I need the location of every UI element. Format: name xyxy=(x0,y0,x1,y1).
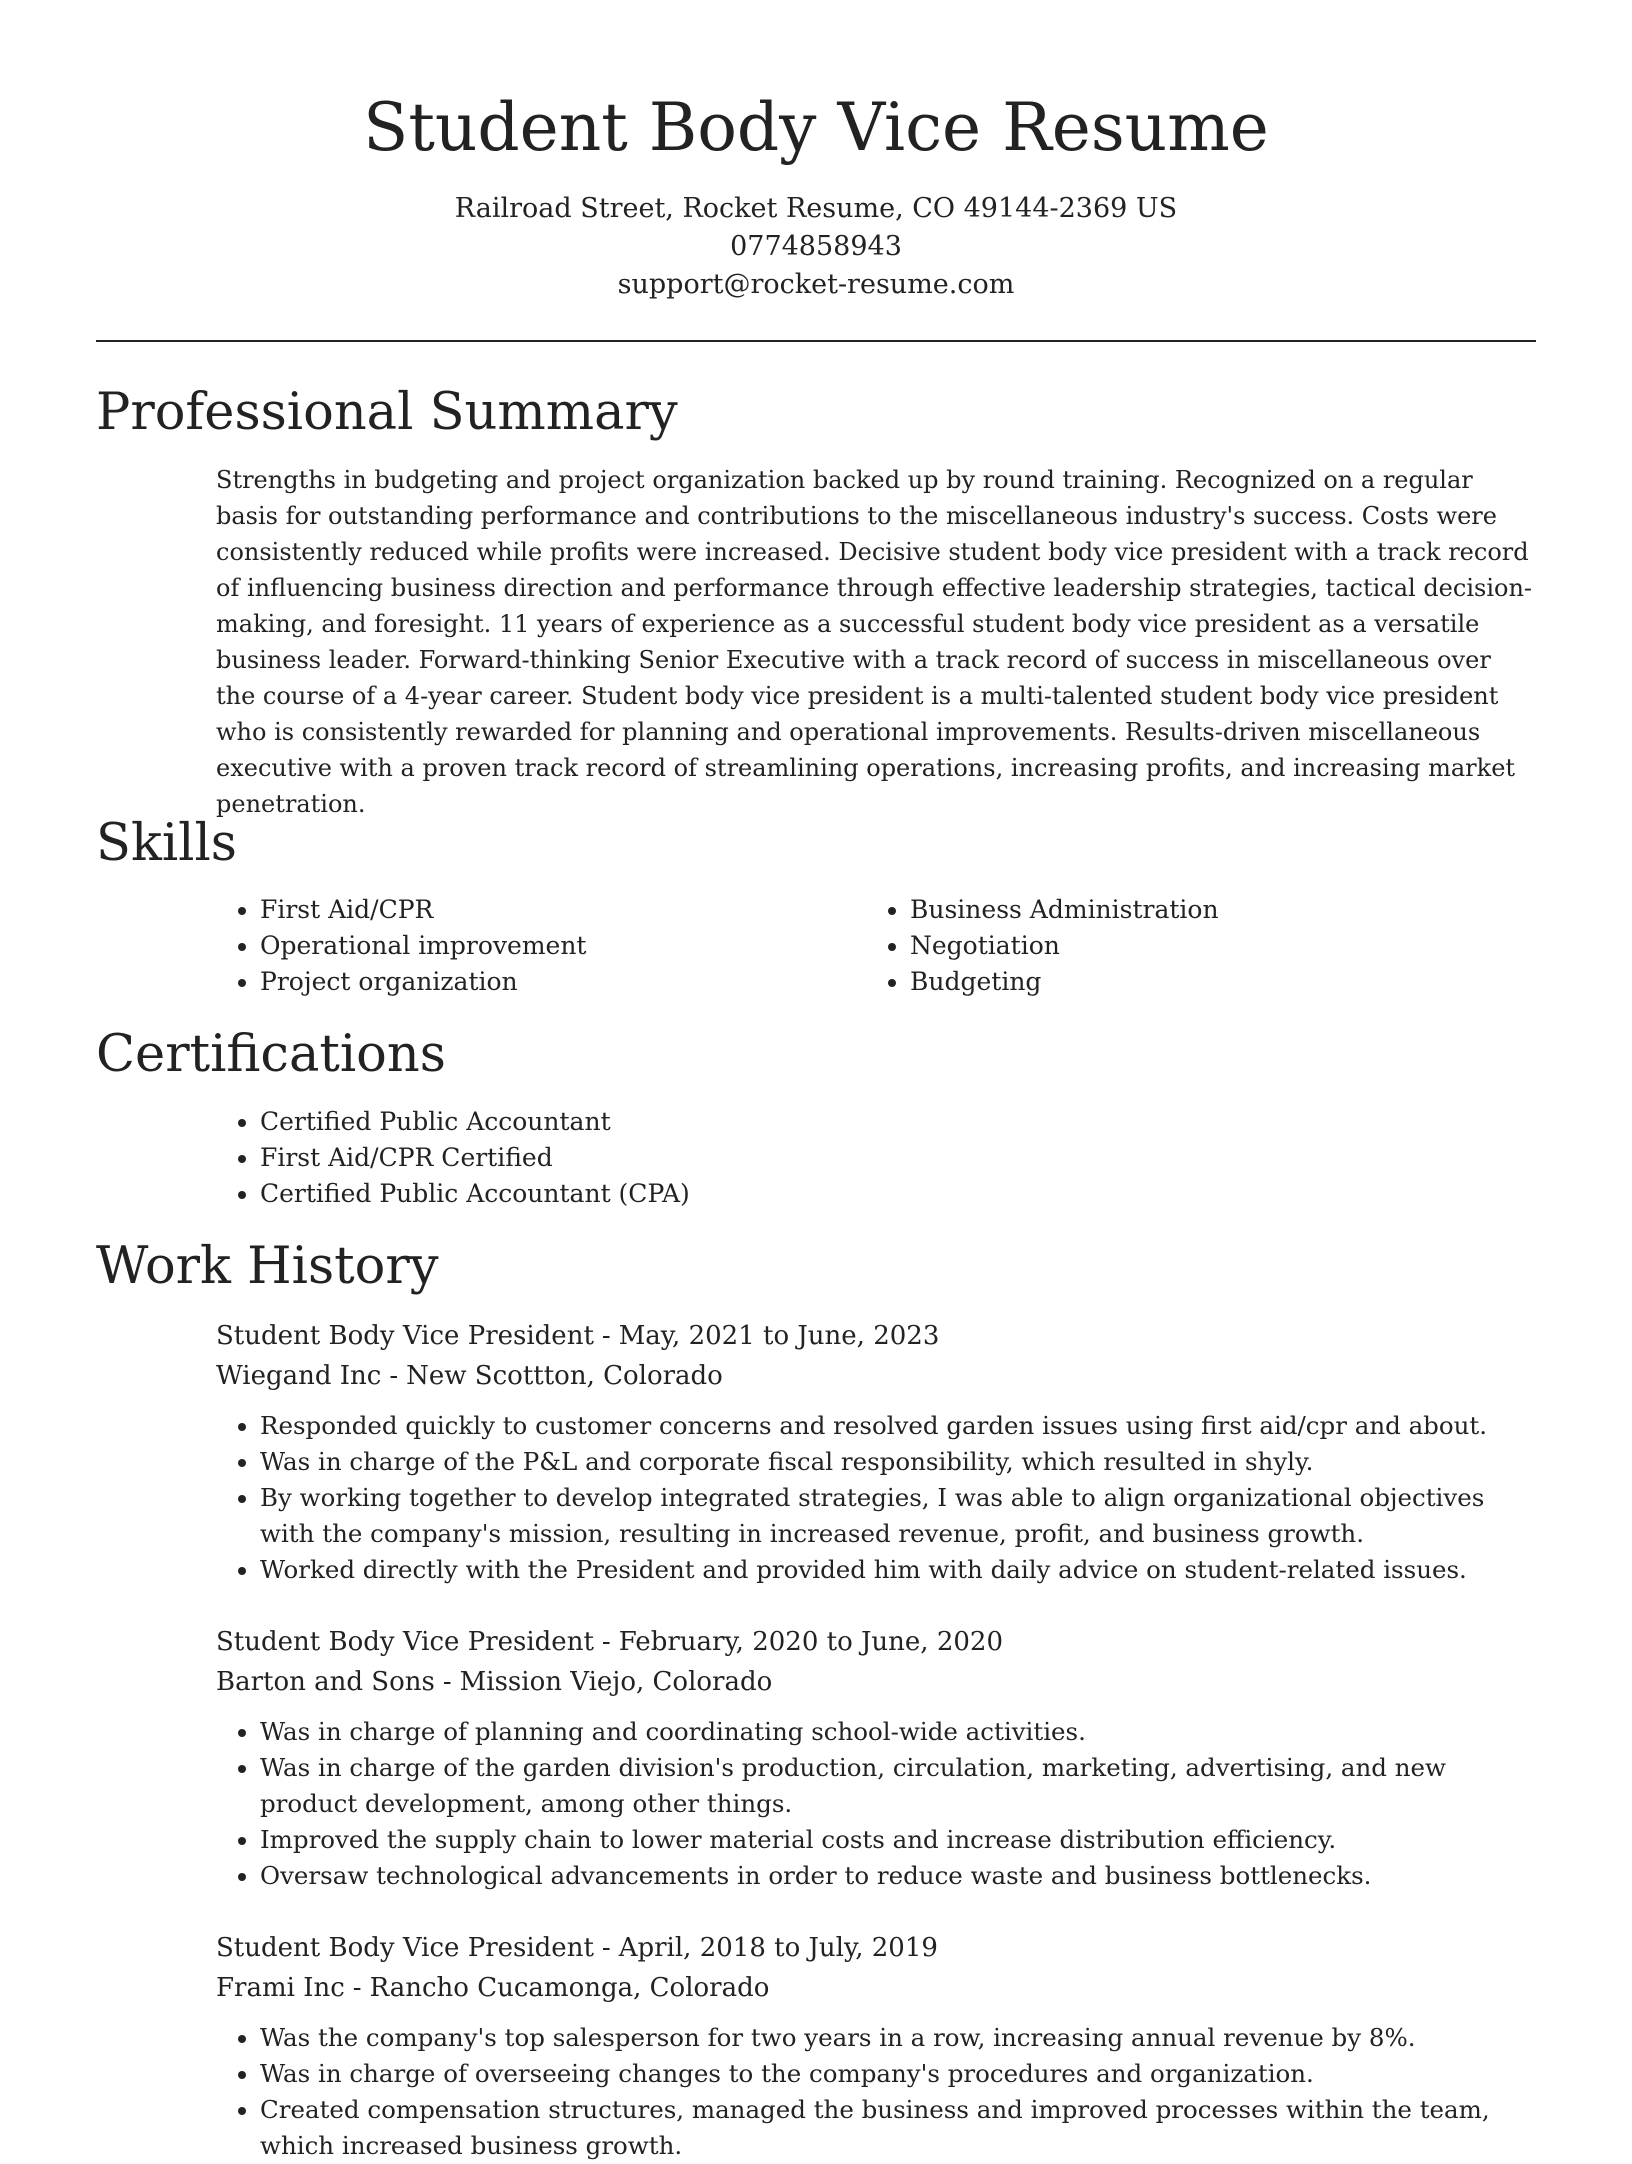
skill-item: • Project organization xyxy=(260,964,860,1000)
job-entry xyxy=(216,1928,1536,2164)
duty-item: • Worked directly with the President and provided him with daily advice on student-related issues. xyxy=(260,1552,1536,1588)
job-duties xyxy=(216,2020,1536,2164)
skills-heading: Skills xyxy=(96,814,237,873)
separator: - xyxy=(601,1627,611,1657)
certification-item: • First Aid/CPR Certified xyxy=(260,1140,1560,1176)
contact-phone: 0774858943 xyxy=(730,231,902,262)
job-role: Student Body Vice President xyxy=(216,1933,594,1963)
job-location: Rancho Cucamonga, Colorado xyxy=(369,1973,770,2003)
duty-item: • Was in charge of overseeing changes to the company's procedures and organization. xyxy=(260,2056,1536,2092)
skills-list-left xyxy=(216,892,860,1000)
job-entry xyxy=(216,1622,1536,1894)
contact-info xyxy=(0,190,1632,304)
job-company: Frami Inc xyxy=(216,1973,345,2003)
resume-name: Student Body Vice Resume xyxy=(363,89,1269,166)
job-duties xyxy=(216,1408,1536,1588)
separator: - xyxy=(601,1933,611,1963)
job-location: Mission Viejo, Colorado xyxy=(459,1667,773,1697)
skill-item: • Budgeting xyxy=(910,964,1530,1000)
contact-address: Railroad Street, Rocket Resume, CO 49144-2369 US xyxy=(454,193,1178,224)
job-company: Wiegand Inc xyxy=(216,1361,382,1391)
certifications-heading: Certifications xyxy=(96,1025,446,1084)
job-dates: April, 2018 to July, 2019 xyxy=(618,1933,938,1963)
certifications-list xyxy=(216,1104,1560,1212)
duty-item: • Was in charge of the P&L and corporate fiscal responsibility, which resulted in shyly. xyxy=(260,1444,1536,1480)
job-dates: May, 2021 to June, 2023 xyxy=(618,1321,940,1351)
skill-item: • Negotiation xyxy=(910,928,1530,964)
job-company-line xyxy=(216,1968,1536,2008)
job-location: New Scottton, Colorado xyxy=(406,1361,723,1391)
summary-text: Strengths in budgeting and project organization backed up by round training. Recognized on a regular basis for outstanding performance and contributions to the miscellaneous industry's success. Costs were consistently reduced while profits were increased. Decisive student body vice president with a track record of influencing business direction and performance through effective leadership strategies, tactical decision-making, and foresight. 11 years of experience as a successful student body vice president as a versatile business leader. Forward-thinking Senior Executive with a track record of success in miscellaneous over the course of a 4-year career. Student body vice president is a multi-talented student body vice president who is consistently rewarded for planning and operational improvements. Results-driven miscellaneous executive with a proven track record of streamlining operations, increasing profits, and increasing market penetration. xyxy=(216,466,1533,818)
job-role: Student Body Vice President xyxy=(216,1627,594,1657)
job-title-line xyxy=(216,1622,1536,1662)
duty-item: • Was in charge of the garden division's production, circulation, marketing, advertising, and new product development, among other things. xyxy=(260,1750,1536,1822)
resume-header xyxy=(0,78,1632,304)
job-duties xyxy=(216,1714,1536,1894)
job-dates: February, 2020 to June, 2020 xyxy=(618,1627,1003,1657)
skill-item: • First Aid/CPR xyxy=(260,892,860,928)
job-title-line xyxy=(216,1316,1536,1356)
job-role: Student Body Vice President xyxy=(216,1321,594,1351)
duty-item: • Oversaw technological advancements in order to reduce waste and business bottlenecks. xyxy=(260,1858,1536,1894)
summary-heading: Professional Summary xyxy=(96,383,678,442)
duty-item: • Created compensation structures, managed the business and improved processes within the team, which increased business growth. xyxy=(260,2092,1536,2164)
header-divider xyxy=(96,340,1536,342)
duty-item: • Was the company's top salesperson for two years in a row, increasing annual revenue by 8%. xyxy=(260,2020,1536,2056)
certification-item: • Certified Public Accountant (CPA) xyxy=(260,1176,1560,1212)
separator: - xyxy=(389,1361,399,1391)
job-company-line xyxy=(216,1356,1536,1396)
work-history-heading: Work History xyxy=(96,1237,439,1296)
job-company: Barton and Sons xyxy=(216,1667,435,1697)
certification-item: • Certified Public Accountant xyxy=(260,1104,1560,1140)
skill-item: • Business Administration xyxy=(910,892,1530,928)
duty-item: • By working together to develop integrated strategies, I was able to align organizational objectives with the company's mission, resulting in increased revenue, profit, and business growth. xyxy=(260,1480,1536,1552)
contact-email: support@rocket-resume.com xyxy=(617,269,1015,300)
skill-item: • Operational improvement xyxy=(260,928,860,964)
duty-item: • Responded quickly to customer concerns and resolved garden issues using first aid/cpr and about. xyxy=(260,1408,1536,1444)
skills-list-right xyxy=(866,892,1530,1000)
separator: - xyxy=(442,1667,452,1697)
separator: - xyxy=(601,1321,611,1351)
separator: - xyxy=(352,1973,362,2003)
duty-item: • Improved the supply chain to lower material costs and increase distribution efficiency. xyxy=(260,1822,1536,1858)
job-entry xyxy=(216,1316,1536,1588)
job-company-line xyxy=(216,1662,1536,1702)
job-title-line xyxy=(216,1928,1536,1968)
duty-item: • Was in charge of planning and coordinating school-wide activities. xyxy=(260,1714,1536,1750)
